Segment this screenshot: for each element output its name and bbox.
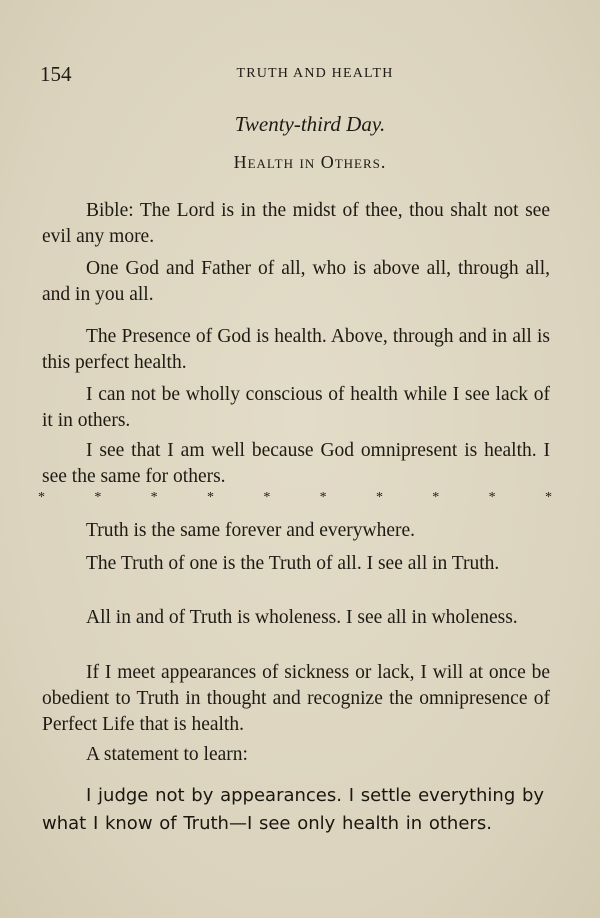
page-number: 154 <box>40 62 72 86</box>
separator-star: * <box>375 490 383 505</box>
paragraph-truth-same: Truth is the same forever and everywhere. <box>86 520 416 541</box>
running-head: TRUTH AND HEALTH <box>236 66 394 81</box>
statement-to-learn: I judge not by appearances. I settle everything by what I know of Truth—I see only health in others. <box>42 785 545 834</box>
separator-star: * <box>206 490 214 505</box>
day-title: Twenty-third Day. <box>234 112 386 136</box>
separator-star: * <box>544 490 552 505</box>
paragraph-well: I see that I am well because God omnipresent is health. I see the same for others. <box>42 440 550 487</box>
paragraph-presence: The Presence of God is health. Above, through and in all is this perfect health. <box>42 326 550 373</box>
paragraph-appearances: If I meet appearances of sickness or lack, I will at once be obedient to Truth in thought and recognize the omnipresence of Perfect Life that is health. <box>42 662 550 735</box>
separator-star: * <box>488 490 496 505</box>
separator-star: * <box>94 490 102 505</box>
separator <box>38 490 552 506</box>
section-title: Health in Others. <box>233 152 387 172</box>
paragraph-conscious: I can not be wholly conscious of health while I see lack of it in others. <box>42 384 550 431</box>
paragraph-truth-of-one: The Truth of one is the Truth of all. I see all in Truth. <box>86 553 500 574</box>
separator-star: * <box>150 490 158 505</box>
separator-star: * <box>38 490 45 505</box>
paragraph-bible: Bible: The Lord is in the midst of thee, thou shalt not see evil any more. <box>42 200 550 247</box>
separator-star: * <box>263 490 271 505</box>
paragraph-wholeness: All in and of Truth is wholeness. I see all in wholeness. <box>86 607 518 628</box>
separator-star: * <box>319 490 327 505</box>
paragraph-one-god: One God and Father of all, who is above all, through all, and in you all. <box>42 258 550 305</box>
page-header <box>40 62 550 86</box>
paragraph-statement-intro: A statement to learn: <box>86 744 248 765</box>
separator-star: * <box>432 490 440 505</box>
